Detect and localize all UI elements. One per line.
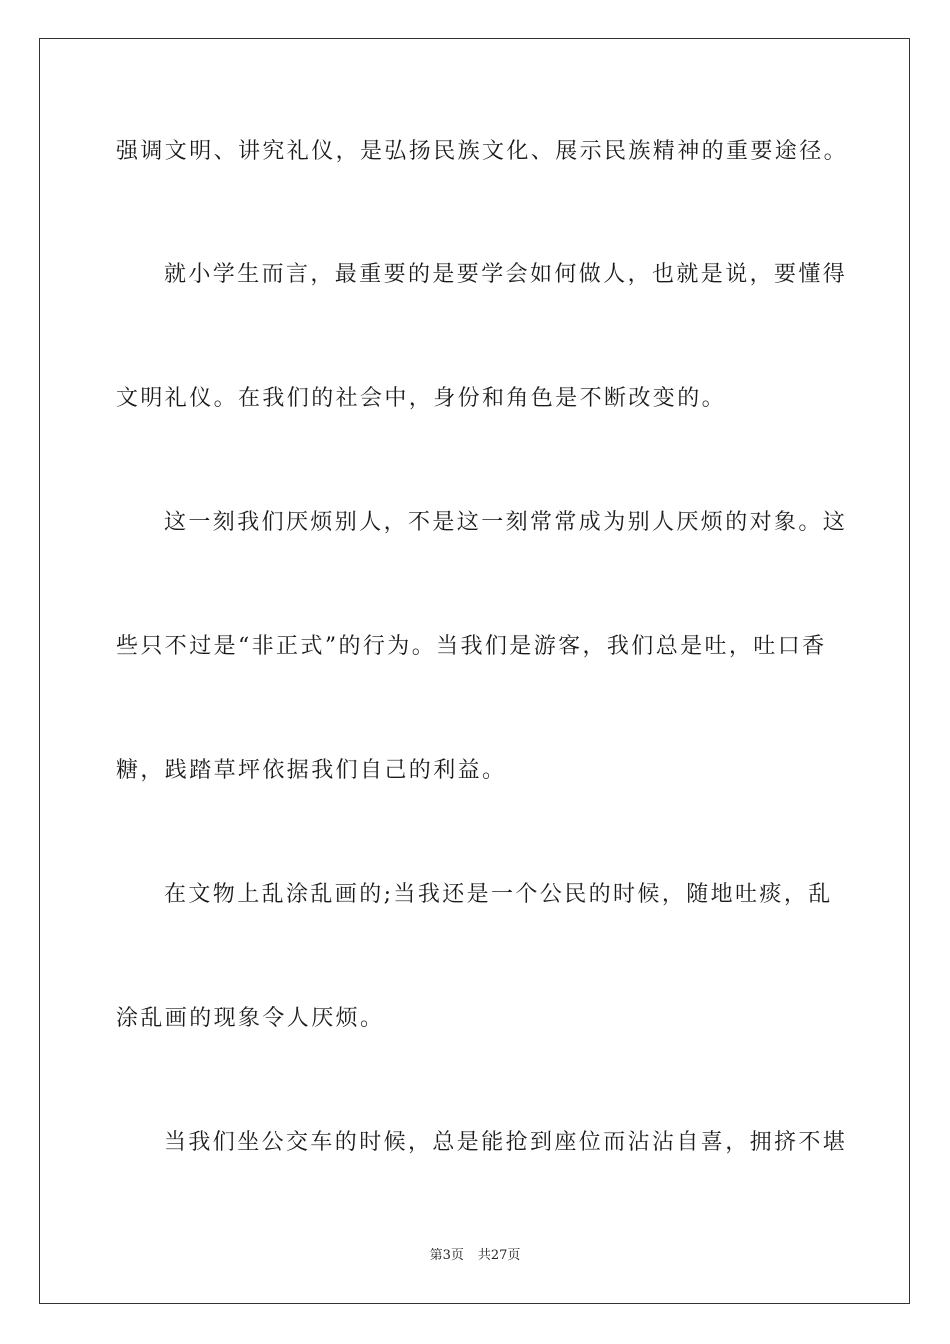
paragraph-line-6: 糖，践踏草坪依据我们自己的利益。 [116,758,507,783]
page-border [39,38,910,1304]
page-total: 共27页 [477,1248,521,1263]
paragraph-line-8: 涂乱画的现象令人厌烦。 [116,1006,385,1031]
page-footer [0,1247,950,1265]
paragraph-line-3: 文明礼仪。在我们的社会中，身份和角色是不断改变的。 [116,386,727,411]
paragraph-line-2: 就小学生而言，最重要的是要学会如何做人，也就是说，要懂得 [164,262,848,287]
paragraph-line-7: 在文物上乱涂乱画的;当我还是一个公民的时候，随地吐痰，乱 [164,882,833,907]
paragraph-line-4: 这一刻我们厌烦别人，不是这一刻常常成为别人厌烦的对象。这 [164,510,848,535]
paragraph-line-5: 些只不过是“非正式”的行为。当我们是游客，我们总是吐，吐口香 [116,634,827,659]
page-number: 第3页 [429,1248,464,1263]
paragraph-line-1: 强调文明、讲究礼仪，是弘扬民族文化、展示民族精神的重要途径。 [116,139,849,164]
paragraph-line-9: 当我们坐公交车的时候，总是能抢到座位而沾沾自喜，拥挤不堪 [164,1130,848,1155]
